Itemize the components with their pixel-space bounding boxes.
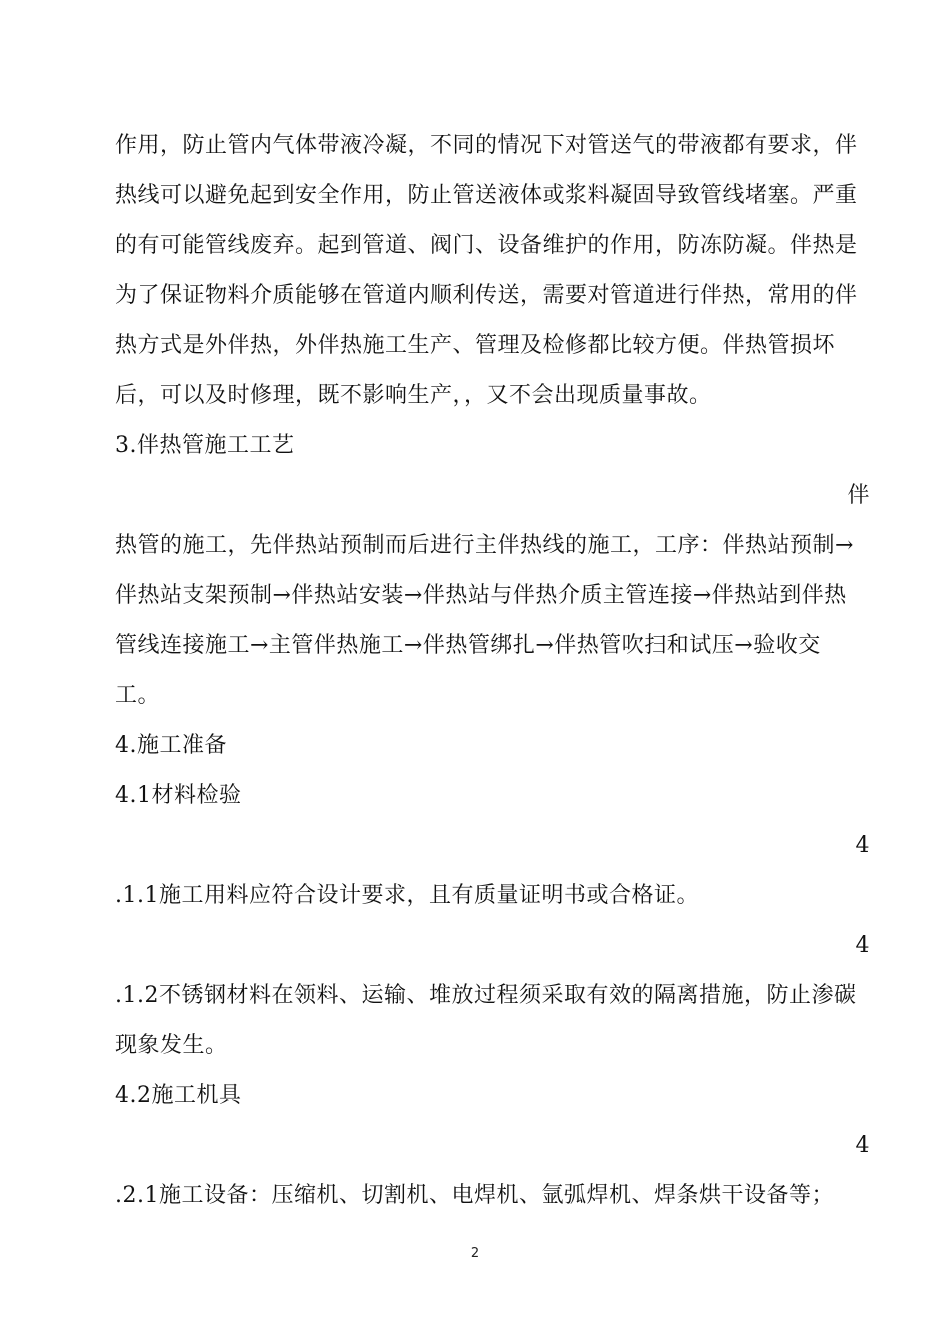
page-number: 2 bbox=[470, 1246, 480, 1261]
paragraph-line: 热线可以避免起到安全作用，防止管送液体或浆料凝固导致管线堵塞。严重 bbox=[115, 183, 858, 208]
paragraph-line: .1.1施工用料应符合设计要求，且有质量证明书或合格证。 bbox=[115, 883, 699, 908]
paragraph-line: 后，可以及时修理，既不影响生产，，又不会出现质量事故。 bbox=[115, 383, 712, 408]
paragraph-line: 工。 bbox=[115, 683, 161, 708]
paragraph-line: 热管的施工，先伴热站预制而后进行主伴热线的施工，工序：伴热站预制→ bbox=[115, 533, 854, 558]
subsection-heading: 4.2施工机具 bbox=[115, 1083, 242, 1108]
paragraph-line-fragment: 4 bbox=[855, 933, 870, 958]
section-heading: 4.施工准备 bbox=[115, 733, 227, 758]
paragraph-line: .2.1施工设备：压缩机、切割机、电焊机、氩弧焊机、焊条烘干设备等； bbox=[115, 1183, 834, 1208]
paragraph-line: 的有可能管线废弃。起到管道、阀门、设备维护的作用，防冻防凝。伴热是 bbox=[115, 233, 858, 258]
paragraph-line-fragment: 4 bbox=[855, 1133, 870, 1158]
paragraph-line: 作用，防止管内气体带液冷凝，不同的情况下对管送气的带液都有要求，伴 bbox=[115, 133, 858, 158]
paragraph-line: 现象发生。 bbox=[115, 1033, 228, 1058]
subsection-heading: 4.1材料检验 bbox=[115, 783, 242, 808]
paragraph-line-fragment: 伴 bbox=[847, 483, 870, 508]
paragraph-line: 伴热站支架预制→伴热站安装→伴热站与伴热介质主管连接→伴热站到伴热 bbox=[115, 583, 847, 608]
paragraph-line: 热方式是外伴热，外伴热施工生产、管理及检修都比较方便。伴热管损坏 bbox=[115, 333, 836, 358]
paragraph-line: 为了保证物料介质能够在管道内顺利传送，需要对管道进行伴热，常用的伴 bbox=[115, 283, 858, 308]
paragraph-line: 管线连接施工→主管伴热施工→伴热管绑扎→伴热管吹扫和试压→验收交 bbox=[115, 633, 821, 658]
paragraph-line: .1.2不锈钢材料在领料、运输、堆放过程须采取有效的隔离措施，防止渗碳 bbox=[115, 983, 857, 1008]
paragraph-line-fragment: 4 bbox=[855, 833, 870, 858]
section-heading: 3.伴热管施工工艺 bbox=[115, 433, 295, 458]
